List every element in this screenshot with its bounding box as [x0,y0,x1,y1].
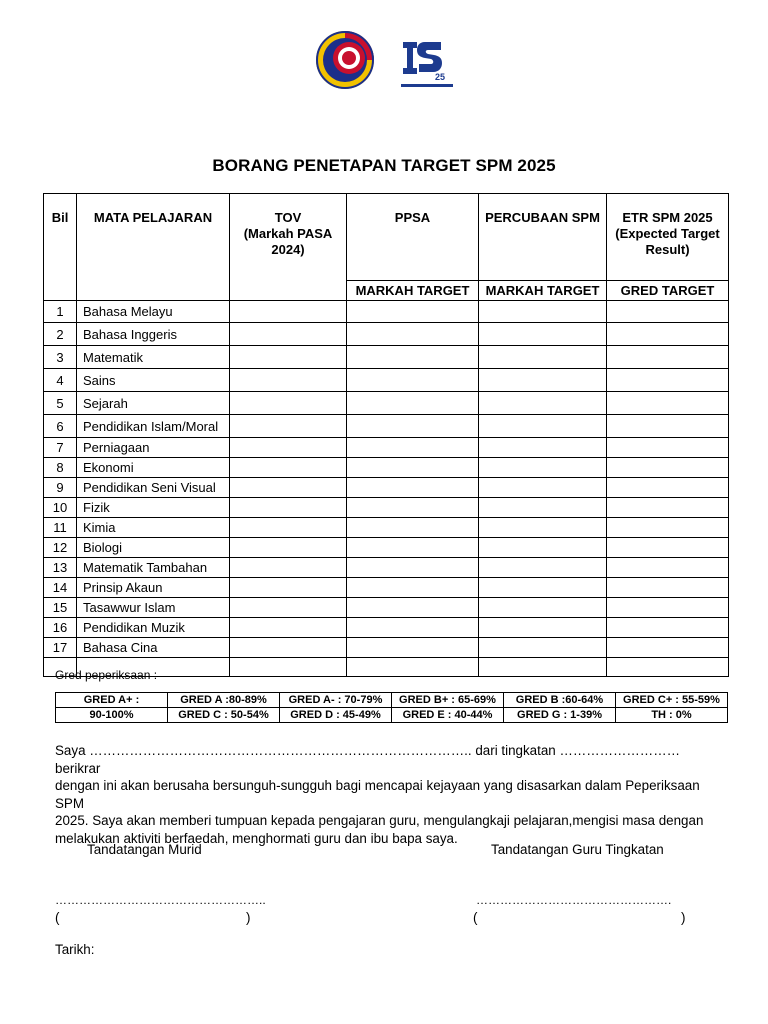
ppsa-cell[interactable] [347,438,479,458]
etr-cell[interactable] [607,658,729,677]
ppsa-cell[interactable] [347,301,479,323]
etr-cell[interactable] [607,478,729,498]
table-row [44,518,729,538]
row-number: 17 [44,638,77,658]
subject-name: Matematik [77,346,230,369]
row-number: 6 [44,415,77,438]
student-signature-line[interactable]: …………………………………………….. [55,893,266,907]
ppsa-cell[interactable] [347,518,479,538]
row-number: 9 [44,478,77,498]
grade-cell: GRED G : 1-39% [504,708,616,723]
grade-cell: GRED C : 50-54% [168,708,280,723]
ppsa-cell[interactable] [347,558,479,578]
row-number: 7 [44,438,77,458]
subheader-etr: GRED TARGET [607,281,729,301]
tov-cell[interactable] [230,458,347,478]
subject-name: Perniagaan [77,438,230,458]
grade-table [55,692,728,723]
tov-cell[interactable] [230,558,347,578]
subject-name: Kimia [77,518,230,538]
pledge-line: Saya ………………………………………………………………………….. dari tingkatan ……………………… berikrar [55,743,680,776]
ppsa-cell[interactable] [347,415,479,438]
header-ppsa: PPSA [347,194,479,281]
teacher-name-paren-open: ( [473,910,478,925]
percubaan-cell[interactable] [479,369,607,392]
row-number: 15 [44,598,77,618]
grade-cell: GRED A- : 70-79% [280,693,392,708]
header-tov [230,194,347,301]
row-number: 2 [44,323,77,346]
ppsa-cell[interactable] [347,392,479,415]
header-tov-line3: 2024) [271,242,305,257]
subject-name: Fizik [77,498,230,518]
ppsa-cell[interactable] [347,598,479,618]
subject-name: Pendidikan Seni Visual [77,478,230,498]
etr-cell[interactable] [607,618,729,638]
ppsa-cell[interactable] [347,458,479,478]
table-row [44,578,729,598]
etr-cell[interactable] [607,301,729,323]
target-table [43,193,729,677]
table-row [44,498,729,518]
table-row [44,369,729,392]
tov-cell[interactable] [230,638,347,658]
table-row [44,618,729,638]
subject-name: Bahasa Cina [77,638,230,658]
etr-cell[interactable] [607,598,729,618]
percubaan-cell[interactable] [479,415,607,438]
percubaan-cell[interactable] [479,558,607,578]
percubaan-cell[interactable] [479,478,607,498]
etr-cell[interactable] [607,415,729,438]
table-row [44,301,729,323]
table-row [44,478,729,498]
student-signature-label: Tandatangan Murid [87,842,202,857]
percubaan-cell[interactable] [479,598,607,618]
percubaan-cell[interactable] [479,323,607,346]
school-crest-logo [314,30,376,90]
etr-cell[interactable] [607,438,729,458]
row-number: 3 [44,346,77,369]
header-etr-line3: Result) [645,242,690,257]
subject-name: Bahasa Melayu [77,301,230,323]
header-etr-line1: ETR SPM 2025 [622,210,713,225]
tov-cell[interactable] [230,618,347,638]
percubaan-cell[interactable] [479,346,607,369]
etr-cell[interactable] [607,498,729,518]
etr-cell[interactable] [607,458,729,478]
grade-cell: GRED B+ : 65-69% [392,693,504,708]
row-number: 4 [44,369,77,392]
etr-cell[interactable] [607,538,729,558]
ppsa-cell[interactable] [347,369,479,392]
table-row [44,598,729,618]
teacher-signature-label: Tandatangan Guru Tingkatan [491,842,664,857]
grade-cell: GRED C+ : 55-59% [616,693,728,708]
header-etr-line2: (Expected Target [615,226,720,241]
etr-cell[interactable] [607,578,729,598]
percubaan-cell[interactable] [479,538,607,558]
tov-cell[interactable] [230,415,347,438]
grade-cell: 90-100% [56,708,168,723]
tov-cell[interactable] [230,518,347,538]
pledge-text [55,742,728,847]
pledge-line: melakukan aktiviti berfaedah, menghormati guru dan ibu bapa saya. [55,830,458,846]
percubaan-cell[interactable] [479,498,607,518]
subject-name: Prinsip Akaun [77,578,230,598]
row-number: 10 [44,498,77,518]
page-title: BORANG PENETAPAN TARGET SPM 2025 [212,156,556,175]
tov-cell[interactable] [230,392,347,415]
etr-cell[interactable] [607,638,729,658]
row-number: 5 [44,392,77,415]
header-bil: Bil [44,194,77,301]
percubaan-cell[interactable] [479,301,607,323]
etr-cell[interactable] [607,346,729,369]
percubaan-cell[interactable] [479,458,607,478]
ppsa-cell[interactable] [347,658,479,677]
tov-cell[interactable] [230,598,347,618]
tov-cell[interactable] [230,301,347,323]
header-mata-pelajaran: MATA PELAJARAN [77,194,230,301]
student-name-paren-open: ( [55,910,60,925]
grade-cell: GRED B :60-64% [504,693,616,708]
header-percubaan: PERCUBAAN SPM [479,194,607,281]
table-row [44,346,729,369]
percubaan-cell[interactable] [479,518,607,538]
row-number: 1 [44,301,77,323]
tov-cell[interactable] [230,438,347,458]
tov-cell[interactable] [230,498,347,518]
table-row [44,415,729,438]
pledge-line: dengan ini akan berusaha bersunguh-sungguh bagi mencapai kejayaan yang disasarkan dalam Peperiksaan SPM [55,778,700,811]
table-row [44,323,729,346]
subheader-ppsa: MARKAH TARGET [347,281,479,301]
tov-cell[interactable] [230,369,347,392]
tov-cell[interactable] [230,323,347,346]
subject-name: Sejarah [77,392,230,415]
ppsa-cell[interactable] [347,578,479,598]
table-row [44,392,729,415]
table-row [44,558,729,578]
ppsa-cell[interactable] [347,478,479,498]
percubaan-cell[interactable] [479,438,607,458]
ppsa-cell[interactable] [347,498,479,518]
grade-cell: GRED A :80-89% [168,693,280,708]
percubaan-cell[interactable] [479,638,607,658]
grade-label: Gred peperiksaan : [55,668,158,682]
subject-name: Sains [77,369,230,392]
etr-cell[interactable] [607,558,729,578]
date-label: Tarikh: [55,942,95,957]
subject-name: Tasawwur Islam [77,598,230,618]
row-number: 8 [44,458,77,478]
subject-name: Bahasa Inggeris [77,323,230,346]
etr-cell[interactable] [607,392,729,415]
subject-name: Biologi [77,538,230,558]
percubaan-cell[interactable] [479,578,607,598]
ppsa-cell[interactable] [347,346,479,369]
table-row [44,458,729,478]
teacher-signature-line[interactable]: …………………………………………. [476,893,672,907]
subheader-percubaan: MARKAH TARGET [479,281,607,301]
etr-cell[interactable] [607,369,729,392]
table-row [44,438,729,458]
subject-name: Pendidikan Muzik [77,618,230,638]
student-name-paren-close: ) [246,910,251,925]
ppsa-cell[interactable] [347,618,479,638]
subject-name: Pendidikan Islam/Moral [77,415,230,438]
ppsa-cell[interactable] [347,538,479,558]
tov-cell[interactable] [230,538,347,558]
percubaan-cell[interactable] [479,392,607,415]
row-number: 14 [44,578,77,598]
row-number: 16 [44,618,77,638]
etr-cell[interactable] [607,518,729,538]
ppsa-cell[interactable] [347,638,479,658]
grade-cell: TH : 0% [616,708,728,723]
table-row [44,538,729,558]
header-tov-line1: TOV [274,210,302,225]
row-number: 11 [44,518,77,538]
header-etr [607,194,729,281]
is25-logo [397,34,457,92]
etr-cell[interactable] [607,323,729,346]
teacher-name-paren-close: ) [681,910,686,925]
subject-name: Matematik Tambahan [77,558,230,578]
ppsa-cell[interactable] [347,323,479,346]
tov-cell[interactable] [230,346,347,369]
pledge-line: 2025. Saya akan memberi tumpuan kepada pengajaran guru, mengulangkaji pelajaran,mengisi masa dengan [55,813,704,828]
header-tov-line2: (Markah PASA [243,226,333,241]
tov-cell[interactable] [230,478,347,498]
row-number: 13 [44,558,77,578]
tov-cell[interactable] [230,578,347,598]
percubaan-cell[interactable] [479,618,607,638]
row-number: 12 [44,538,77,558]
percubaan-cell[interactable] [479,658,607,677]
grade-cell: GRED E : 40-44% [392,708,504,723]
logo-number: 25 [435,72,446,82]
grade-cell: GRED D : 45-49% [280,708,392,723]
table-row [44,638,729,658]
grade-cell: GRED A+ : [56,693,168,708]
tov-cell[interactable] [230,658,347,677]
subject-name: Ekonomi [77,458,230,478]
